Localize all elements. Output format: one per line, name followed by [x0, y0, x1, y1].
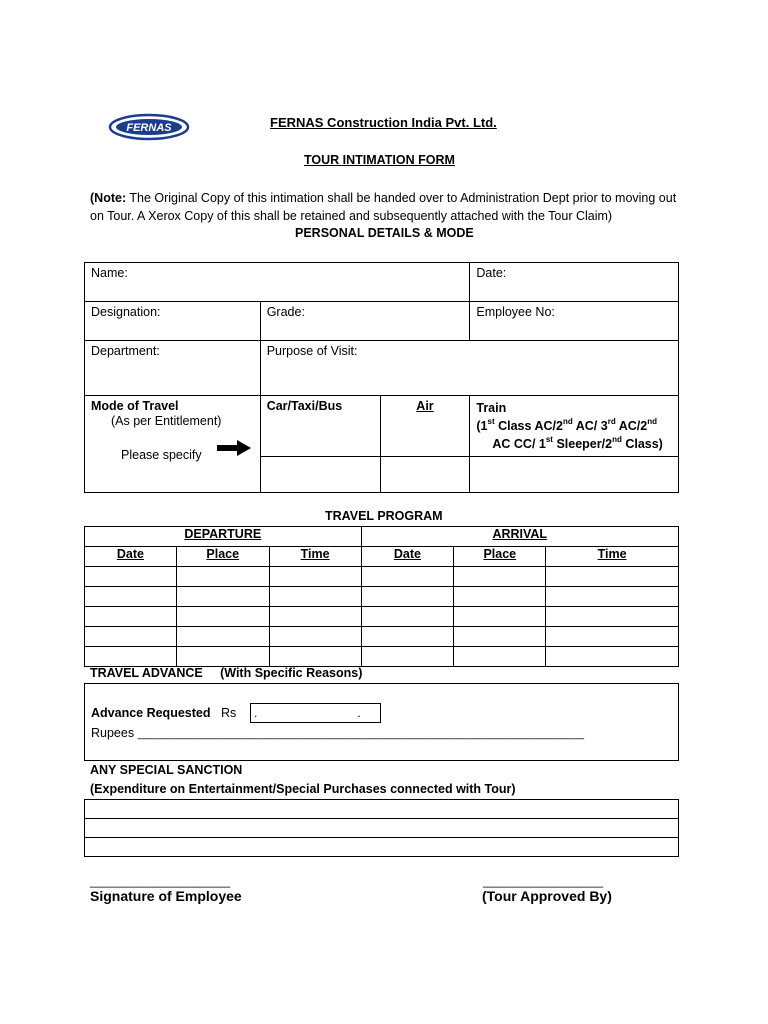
- air-header-cell: [380, 396, 470, 457]
- train-classes-line1: (1st Class AC/2nd AC/ 3rd AC/2nd: [476, 416, 657, 433]
- approver-signature-line[interactable]: __________________: [483, 874, 604, 888]
- train-header-cell: [470, 396, 679, 457]
- col-arr-date: Date: [361, 547, 454, 567]
- name-label: Name:: [91, 266, 128, 280]
- table-row: [85, 647, 679, 667]
- advance-requested-label: Advance Requested: [91, 706, 211, 720]
- departure-header: DEPARTURE: [85, 527, 362, 547]
- table-row: [85, 627, 679, 647]
- grade-label: Grade:: [266, 305, 305, 319]
- table-row: [85, 567, 679, 587]
- company-logo: [108, 112, 190, 145]
- table-row: [85, 800, 679, 819]
- employee-no-label: Employee No:: [476, 305, 555, 319]
- car-label: Car/Taxi/Bus: [266, 399, 343, 413]
- specify-label: Please specify: [121, 448, 202, 462]
- section-title-personal: PERSONAL DETAILS & MODE: [295, 226, 474, 240]
- rs-label: Rs: [221, 706, 237, 720]
- purpose-field[interactable]: [260, 341, 678, 396]
- designation-field[interactable]: [85, 302, 261, 341]
- table-row: [85, 838, 679, 857]
- designation-label: Designation:: [91, 305, 161, 319]
- note-text: The Original Copy of this intimation shall be handed over to Administration Dept prior to moving out on Tour. A Xerox Copy of this shall be retained and subsequently attached with the Tour Claim): [90, 191, 677, 223]
- arrival-header: ARRIVAL: [361, 527, 678, 547]
- car-input-cell[interactable]: [260, 457, 380, 493]
- logo-text: FERNAS: [126, 122, 172, 134]
- rupees-line[interactable]: [91, 726, 584, 740]
- note-paragraph: [90, 189, 690, 225]
- table-row: [85, 607, 679, 627]
- grade-field[interactable]: [260, 302, 470, 341]
- employee-signature-label: Signature of Employee: [90, 888, 242, 904]
- train-label: Train: [476, 401, 507, 415]
- purpose-label: Purpose of Visit:: [266, 344, 358, 358]
- travel-advance-title: TRAVEL ADVANCE (With Specific Reasons): [90, 666, 363, 680]
- special-sanction-subtitle: (Expenditure on Entertainment/Special Purchases connected with Tour): [90, 782, 516, 796]
- col-dep-place: Place: [176, 547, 269, 567]
- employee-signature-line[interactable]: _____________________: [90, 874, 231, 888]
- approver-signature-label: (Tour Approved By): [482, 888, 612, 904]
- mode-label: Mode of Travel: [91, 399, 179, 413]
- right-arrow-icon: [217, 440, 251, 459]
- name-field[interactable]: [85, 263, 470, 302]
- car-header-cell: [260, 396, 380, 457]
- entitlement-label: (As per Entitlement): [111, 414, 222, 428]
- travel-advance-box: [84, 683, 679, 761]
- table-row: [85, 587, 679, 607]
- special-sanction-table: [84, 799, 679, 857]
- note-label: (Note:: [90, 191, 127, 205]
- col-dep-time: Time: [269, 547, 361, 567]
- col-dep-date: Date: [85, 547, 177, 567]
- date-field[interactable]: [470, 263, 679, 302]
- train-classes-line2: AC CC/ 1st Sleeper/2nd Class): [492, 434, 663, 451]
- department-field[interactable]: [85, 341, 261, 396]
- col-arr-time: Time: [546, 547, 679, 567]
- department-label: Department:: [91, 344, 160, 358]
- train-input-cell[interactable]: [470, 457, 679, 493]
- rupees-label: Rupees: [91, 726, 135, 740]
- table-row: [85, 819, 679, 838]
- rupees-blank[interactable]: _________________________________________________________________________: [137, 728, 585, 740]
- air-label: Air: [416, 399, 434, 413]
- travel-program-title: TRAVEL PROGRAM: [325, 509, 443, 523]
- special-sanction-title: ANY SPECIAL SANCTION: [90, 763, 243, 777]
- travel-program-table: [84, 526, 679, 667]
- date-label: Date:: [476, 266, 507, 280]
- air-input-cell[interactable]: [380, 457, 470, 493]
- form-title: TOUR INTIMATION FORM: [304, 153, 455, 167]
- train-label-block: [470, 396, 678, 456]
- advance-amount-input[interactable]: . .: [250, 703, 381, 723]
- employee-no-field[interactable]: [470, 302, 679, 341]
- company-name: FERNAS Construction India Pvt. Ltd.: [270, 115, 497, 130]
- personal-details-table: [84, 262, 679, 493]
- col-arr-place: Place: [454, 547, 546, 567]
